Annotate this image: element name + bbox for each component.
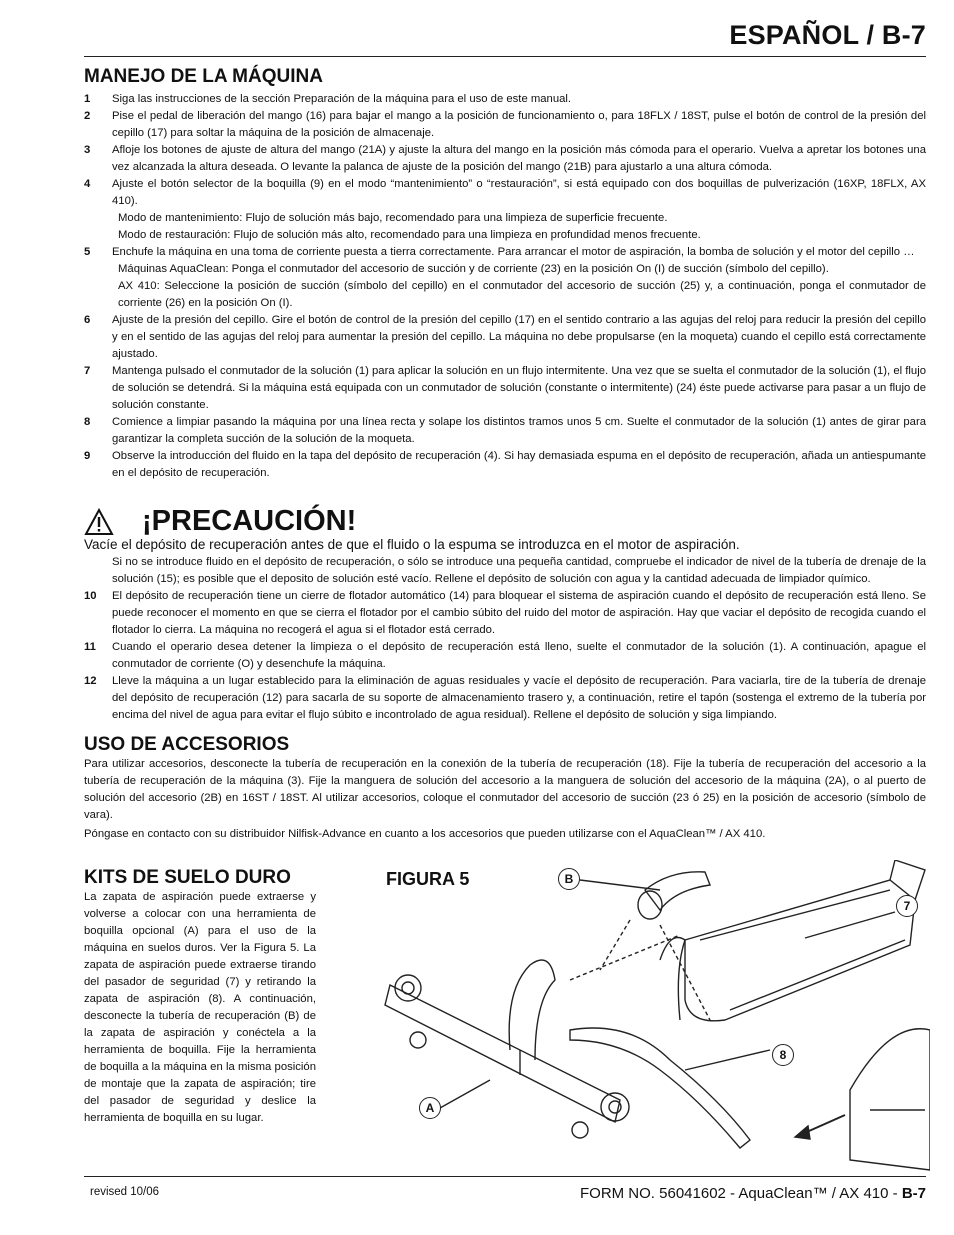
figure-title: FIGURA 5 [386, 869, 470, 889]
step-item [84, 142, 926, 176]
step-number: 11 [84, 641, 96, 653]
manejo-steps [84, 91, 926, 482]
step-number: 6 [84, 314, 91, 326]
page-header-title: ESPAÑOL / B-7 [729, 20, 926, 50]
step-text: Mantenga pulsado el conmutador de la solución (1) para aplicar la solución en un flujo intermitente. Una vez que se suelta el conmutador de la solución (1), el flujo de solución se detendrá. Si la máquina está equipada con un conmutador de solución (constante o intermitente) (24) éste puede activarse para pasar a un flujo de solución constante. [112, 365, 926, 411]
step-number: 1 [84, 93, 91, 105]
step-text: Pise el pedal de liberación del mango (16) para bajar el mango a la posición de funcionamiento o, para 18FLX / 18ST, pulse el botón de control de la presión del cepillo (17) para soltar la máquina de la posición de almacenaje. [112, 110, 926, 139]
step-text: Ajuste de la presión del cepillo. Gire el botón de control de la presión del cepillo (17) en el sentido contrario a las agujas del reloj para reducir la presión del cepillo y en el sentido de las agujas del reloj para aumentar la presión del cepillo. La máquina no debe propulsarse (en la moqueta) cuando el cepillo está correctamente ajustado. [112, 314, 926, 360]
step-text: Lleve la máquina a un lugar establecido para la eliminación de aguas residuales y vacíe el depósito de recuperación. Para vaciarla, tire de la tubería de drenaje del depósito de recuperación (12) para sacarla de su soporte de almacenamiento trasero y, a continuación, retire el tapón (sostenga el extremo de la tubería por encima del nivel de agua para evitar el flujo súbito e incontrolado de agua residual). Rellene el depósito de solución y siga limpiando. [112, 675, 926, 721]
step-subnote: Modo de mantenimiento: Flujo de solución más bajo, recomendado para una limpieza de superficie frecuente. [118, 212, 668, 224]
step-item [84, 639, 926, 673]
step-item [84, 363, 926, 414]
step-item [84, 448, 926, 482]
step-number: 2 [84, 110, 91, 122]
step-item [84, 414, 926, 448]
step-text: Observe la introducción del fluido en la tapa del depósito de recuperación (4). Si hay demasiada espuma en el depósito de recuperación, añada un antiespumante en el depósito de recuperación. [112, 450, 926, 479]
step-item [84, 312, 926, 363]
caution-steps [84, 554, 926, 724]
section-heading-kits: KITS DE SUELO DURO [84, 867, 291, 888]
step-subnote: Modo de restauración: Flujo de solución más alto, recomendado para una limpieza en profundidad menos frecuente. [118, 229, 701, 241]
step-text: Comience a limpiar pasando la máquina por una línea recta y solape los distintos tramos unos 5 cm. Suelte el conmutador de la solución (1) antes de girar para garantizar la completa succión de la solución de la moqueta. [112, 416, 926, 445]
step-text: Cuando el operario desea detener la limpieza o el depósito de recuperación está lleno, suelte el conmutador de la solución (1). A continuación, apague el conmutador de corriente (O) y desenchufe la máquina. [112, 641, 926, 670]
step-number: 10 [84, 590, 97, 602]
step-text: Enchufe la máquina en una toma de corriente puesta a tierra correctamente. Para arrancar el motor de aspiración, la bomba de solución y el motor del cepillo … [112, 246, 915, 258]
section-heading-manejo: MANEJO DE LA MÁQUINA [84, 66, 323, 87]
header-rule [84, 56, 926, 57]
accesorios-paragraph-2: Póngase en contacto con su distribuidor Nilfisk-Advance en cuanto a los accesorios que pueden utilizarse con el AquaClean™ / AX 410. [84, 828, 766, 840]
footer-form-text: FORM NO. 56041602 - AquaClean™ / AX 410 - [579, 1185, 902, 1202]
callout-a: A [419, 1097, 441, 1119]
step-item [84, 244, 926, 261]
accesorios-paragraph-1: Para utilizar accesorios, desconecte la tubería de recuperación en la conexión de la tubería de recuperación (18). Fije la tubería de recuperación del accesorio a la tubería de recuperación de la máquina (3). Fije la manguera de solución del accesorio a la manguera de solución del accesorio de la máquina (2A), o al puerto de solución del accesorio (2B) en 16ST / 18ST. Al utilizar accesorios, coloque el conmutador del accesorio de succión (23 ó 25) en la posición de accesorio (símbolo de vara). [84, 758, 926, 821]
caution-title: ¡PRECAUCIÓN! [142, 505, 357, 537]
step-subnote: AX 410: Seleccione la posición de succión (símbolo del cepillo) en el conmutador del accesorio de succión (25) y, a continuación, ponga el conmutador de corriente (26) en la posición On (I). [118, 280, 926, 309]
callout-8: 8 [772, 1044, 794, 1066]
step-number: 8 [84, 416, 91, 428]
step-text: El depósito de recuperación tiene un cierre de flotador automático (14) para bloquear el sistema de aspiración cuando el depósito de recuperación está lleno. Se puede reconocer el momento en que se cierra el flotador por el cambio súbito del ruido del motor de aspiración. Hay que vaciar el depósito de recogida cuando el flotador lo cierra. La máquina no recogerá el agua si el flotador está cerrado. [112, 590, 926, 636]
step-item [84, 176, 926, 210]
step-item [84, 673, 926, 724]
step-item [84, 91, 926, 108]
step-number: 5 [84, 246, 91, 258]
step-text: Afloje los botones de ajuste de altura del mango (21A) y ajuste la altura del mango en la posición más cómoda para el operario. Vuelva a apretar los botones una vez alcanzada la altura deseada. O levante la palanca de ajuste de la posición del mango (21B) para ajustarlo a una altura cómoda. [112, 144, 926, 173]
step-item [84, 108, 926, 142]
step-number: 9 [84, 450, 91, 462]
figure-5-illustration [330, 860, 930, 1180]
step-number: 12 [84, 675, 97, 687]
recovery-hose-shape [645, 872, 710, 910]
step-subnote: Máquinas AquaClean: Ponga el conmutador del accesorio de succión y de corriente (23) en la posición On (I) de succión (símbolo del cepillo). [118, 263, 829, 275]
step-number: 4 [84, 178, 91, 190]
caution-note: Si no se introduce fluido en el depósito de recuperación, o sólo se introduce una pequeña cantidad, compruebe el indicador de nivel de la tubería de drenaje de la solución (15); es posible que el deposito de solución esté vacío. Rellene el depósito de solución con agua y la cantidad adecuada de limpiador químico. [112, 556, 926, 585]
kits-paragraph: La zapata de aspiración puede extraerse y volverse a colocar con una herramienta de boquilla opcional (A) para el uso de la máquina en suelos duros. Ver la Figura 5. La zapata de aspiración puede extraerse tirando del pasador de seguridad (7) y retirando la zapata de aspiración (8). A continuación, desconecte la tubería de recuperación (B) de la zapata de aspiración y conéctela a la herramienta de boquilla. Fije la herramienta de boquilla a la máquina en la misma posición de montaje que la zapata de aspiración; tire del pasador de seguridad y deslice la herramienta de boquilla en su lugar. [84, 891, 316, 1124]
footer-page-number: B-7 [901, 1185, 926, 1202]
footer-form [580, 1185, 926, 1202]
step-text: Ajuste el botón selector de la boquilla (9) en el modo “mantenimiento” o “restauración”, si está equipado con dos boquillas de pulverización (16XP, 18FLX, AX 410). [112, 178, 926, 207]
caution-lead: Vacíe el depósito de recuperación antes de que el fluido o la espuma se introduzca en el motor de aspiración. [84, 537, 740, 552]
step-item [84, 588, 926, 639]
caution-banner [84, 505, 356, 538]
warning-triangle-icon [84, 508, 114, 536]
step-number: 3 [84, 144, 91, 156]
step-number: 7 [84, 365, 91, 377]
section-heading-accesorios: USO DE ACCESORIOS [84, 734, 290, 755]
footer-revised: revised 10/06 [90, 1186, 160, 1198]
callout-7: 7 [896, 895, 918, 917]
footer-rule [84, 1176, 926, 1177]
step-text: Siga las instrucciones de la sección Preparación de la máquina para el uso de este manual. [112, 93, 572, 105]
callout-b: B [558, 868, 580, 890]
